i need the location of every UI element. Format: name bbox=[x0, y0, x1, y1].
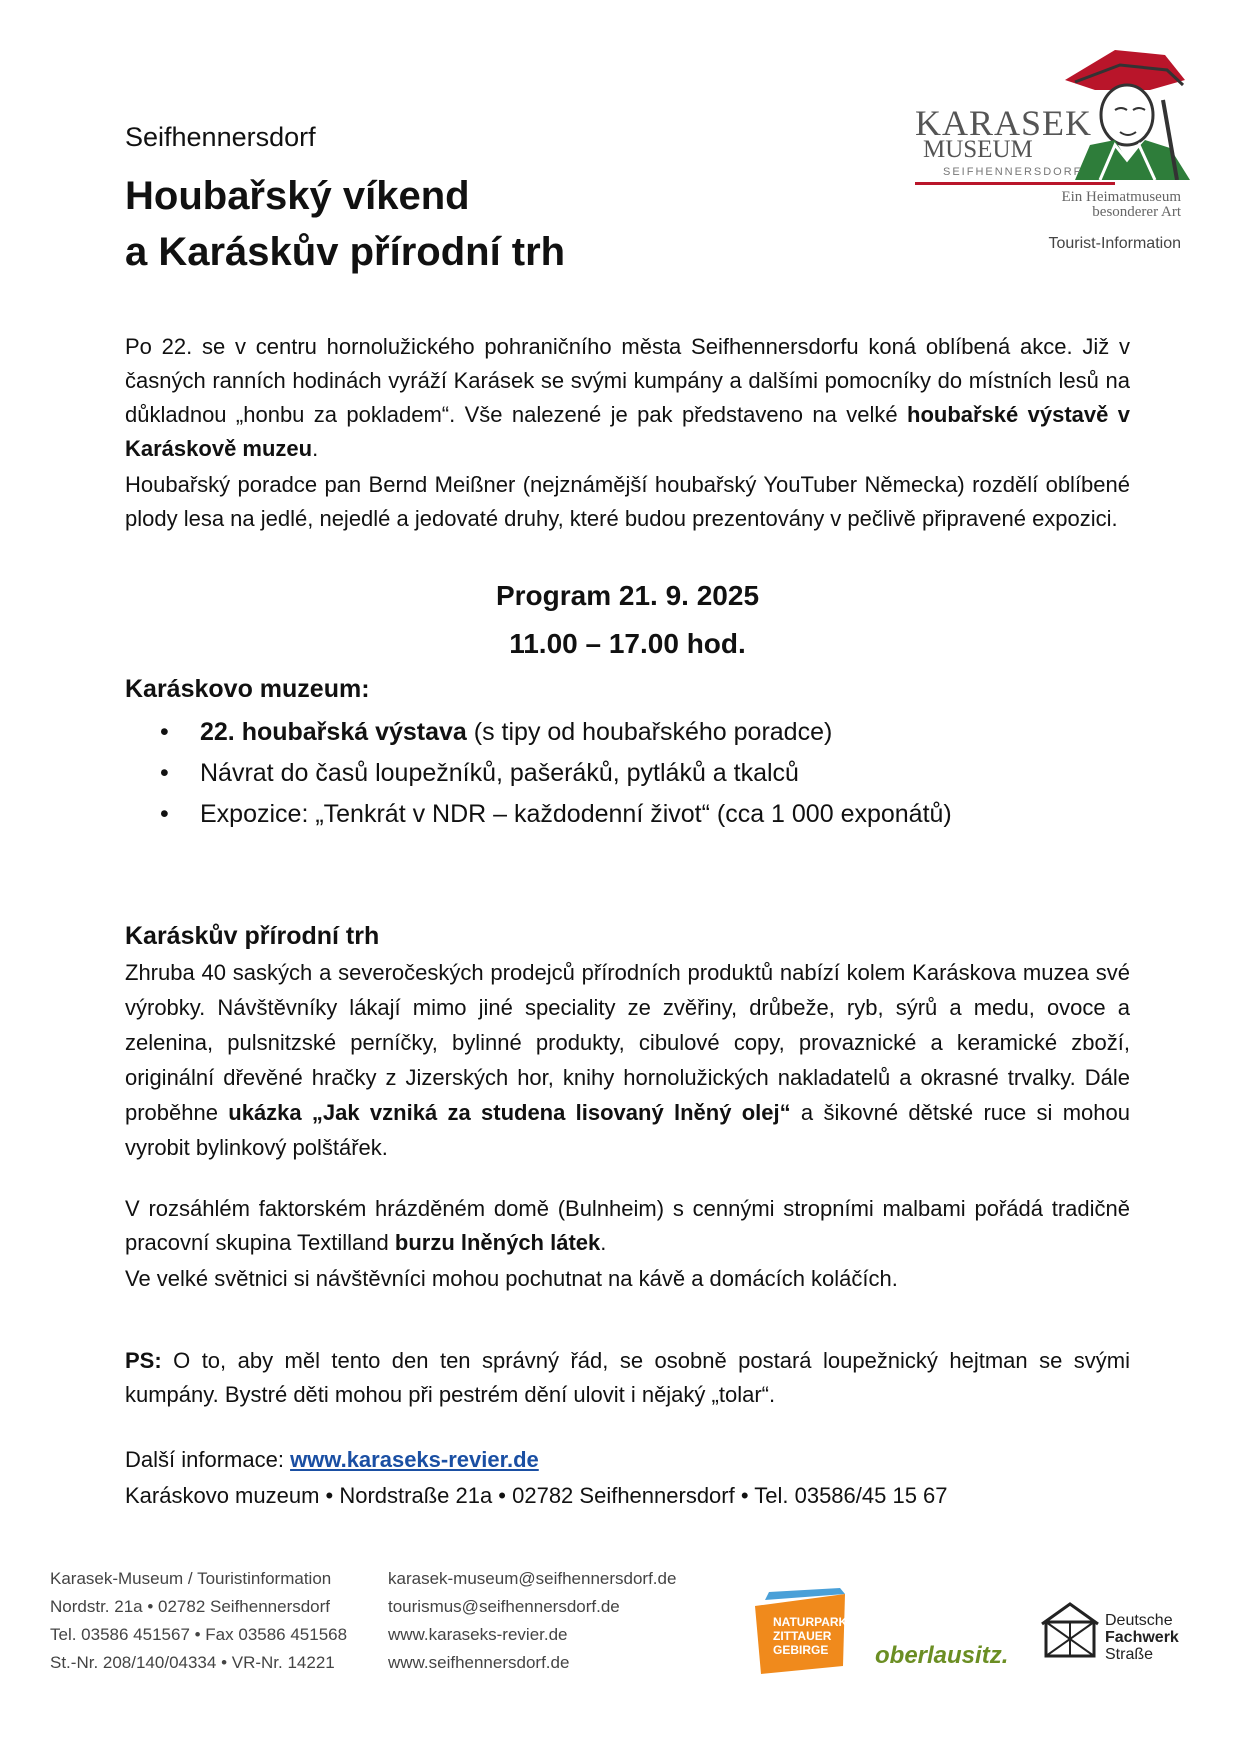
intro-text: Po 22. se v centru hornolužického pohraničního města Seifhennersdorfu koná oblíbená akce. Již v časných ranních hodinách vyráží Karásek se svými kumpány a dalšími pomocníky do místních lesů na důkladnou „honbu za pokladem“. Vše nalezené je pak představeno na velké bbox=[125, 334, 1130, 427]
title-line-1: Houbařský víkend bbox=[125, 174, 470, 218]
footer-email[interactable]: karasek-museum@seifhennersdorf.de bbox=[388, 1569, 677, 1588]
bulnheim-bold: burzu lněných látek bbox=[394, 1230, 601, 1255]
list-item: • Expozice: „Tenkrát v NDR – každodenní život“ (cca 1 000 exponátů) bbox=[160, 794, 952, 835]
footer-line: St.-Nr. 208/140/04334 • VR-Nr. 14221 bbox=[50, 1653, 335, 1672]
bulnheim-paragraph bbox=[125, 1192, 1130, 1260]
ps-text: O to, aby měl tento den ten správný řád, se osobně postará loupežnický hejtman se svými kumpány. Bystré děti mohou při pestrém dění ulovit i nějaký „tolar“. bbox=[125, 1348, 1130, 1407]
program-time: 11.00 – 17.00 hod. bbox=[509, 628, 746, 659]
logo-town: SEIFHENNERSDORF bbox=[943, 166, 1083, 178]
fachwerk-line: Straße bbox=[1105, 1646, 1154, 1663]
footer-line: Nordstr. 21a • 02782 Seifhennersdorf bbox=[50, 1597, 331, 1616]
naturpark-line: NATURPARK bbox=[773, 1615, 848, 1629]
museum-heading: Karáskovo muzeum: bbox=[125, 675, 370, 703]
ps-paragraph bbox=[125, 1344, 1130, 1412]
market-paragraph bbox=[125, 955, 1130, 1165]
footer-web[interactable]: www.karaseks-revier.de bbox=[388, 1625, 568, 1644]
list-item-rest: (s tipy od houbařského poradce) bbox=[466, 718, 833, 746]
bulnheim-end: . bbox=[600, 1230, 607, 1255]
footer-address-column bbox=[50, 1565, 347, 1677]
title-line-2: a Karáskův přírodní trh bbox=[125, 230, 566, 274]
logo-sub: MUSEUM bbox=[923, 136, 1033, 163]
more-info-label: Další informace: bbox=[125, 1447, 291, 1472]
list-item: • Návrat do časů loupežníků, pašeráků, pytláků a tkalců bbox=[160, 753, 952, 794]
footer-line: Tel. 03586 451567 • Fax 03586 451568 bbox=[50, 1625, 348, 1644]
logo-tagline-1: Ein Heimatmuseum bbox=[1061, 189, 1181, 205]
program-title: Program 21. 9. 2025 bbox=[495, 580, 760, 611]
list-item-bold: 22. houbařská výstava bbox=[200, 718, 467, 746]
naturpark-logo bbox=[745, 1588, 855, 1678]
logo-divider bbox=[915, 182, 1115, 185]
logo-tagline-2: besonderer Art bbox=[1092, 204, 1181, 220]
website-link[interactable]: www.karaseks-revier.de bbox=[290, 1447, 539, 1472]
fachwerk-line: Fachwerk bbox=[1105, 1629, 1179, 1646]
bulnheim-text: V rozsáhlém faktorském hrázděném domě (Bulnheim) s cennými stropními malbami pořádá tradičně pracovní skupina Textilland bbox=[125, 1196, 1130, 1255]
footer-contact-column bbox=[388, 1565, 676, 1677]
footer-line: Karasek-Museum / Touristinformation bbox=[50, 1569, 332, 1588]
market-heading: Karáskův přírodní trh bbox=[125, 922, 380, 950]
fachwerk-text bbox=[1105, 1612, 1179, 1663]
more-info bbox=[125, 1447, 539, 1473]
address-line: Karáskovo muzeum • Nordstraße 21a • 02782 Seifhennersdorf • Tel. 03586/45 15 67 bbox=[125, 1483, 948, 1508]
logo-tagline bbox=[1061, 190, 1181, 220]
footer-web[interactable]: www.seifhennersdorf.de bbox=[388, 1653, 570, 1672]
cafe-paragraph: Ve velké světnici si návštěvníci mohou pochutnat na kávě a domácích koláčích. bbox=[125, 1266, 898, 1291]
market-end: a šikovné dětské ruce si mohou vyrobit bylinkový polštářek. bbox=[125, 1100, 1130, 1160]
logo-tourist-info: Tourist-Information bbox=[1048, 235, 1181, 252]
market-bold: ukázka „Jak vzniká za studena lisovaný lněný olej“ bbox=[228, 1100, 791, 1125]
intro-bold: houbařské výstavě v Karáskově muzeu bbox=[125, 402, 1130, 461]
naturpark-line: GEBIRGE bbox=[773, 1643, 829, 1657]
list-item bbox=[160, 712, 952, 753]
fachwerk-house-icon bbox=[1040, 1600, 1100, 1660]
oberlausitz-logo: oberlausitz. bbox=[875, 1642, 1009, 1669]
market-text: Zhruba 40 saských a severočeských prodejců přírodních produktů nabízí kolem Karáskova muzea své výrobky. Návštěvníky lákají mimo jiné speciality ze zvěřiny, drůbeže, ryb, sýrů a medu, ovoce a zelenina, pulsnitzské perníčky, bylinné produkty, cibulové copy, provaznické a keramické zboží, originální dřevěné hračky z Jizerských hor, knihy hornolužických nakladatelů a okrasné trvalky. Dále proběhne bbox=[125, 960, 1130, 1125]
advisor-paragraph: Houbařský poradce pan Bernd Meißner (nejznámější houbařský YouTuber Německa) rozdělí oblíbené plody lesa na jedlé, nejedlé a jedovaté druhy, které budou prezentovány v pečlivě připravené expozici. bbox=[125, 472, 1130, 531]
karasek-museum-logo bbox=[915, 40, 1205, 270]
intro-end: . bbox=[312, 436, 319, 461]
ps-label: PS: bbox=[125, 1348, 162, 1373]
fachwerk-line: Deutsche bbox=[1105, 1612, 1173, 1629]
naturpark-line: ZITTAUER bbox=[773, 1629, 832, 1643]
intro-paragraph bbox=[125, 330, 1130, 466]
footer-email[interactable]: tourismus@seifhennersdorf.de bbox=[388, 1597, 620, 1616]
overline-town: Seifhennersdorf bbox=[125, 122, 316, 152]
page-title bbox=[125, 168, 565, 280]
logo-name: KARASEK bbox=[915, 103, 1093, 143]
museum-list bbox=[160, 712, 952, 835]
